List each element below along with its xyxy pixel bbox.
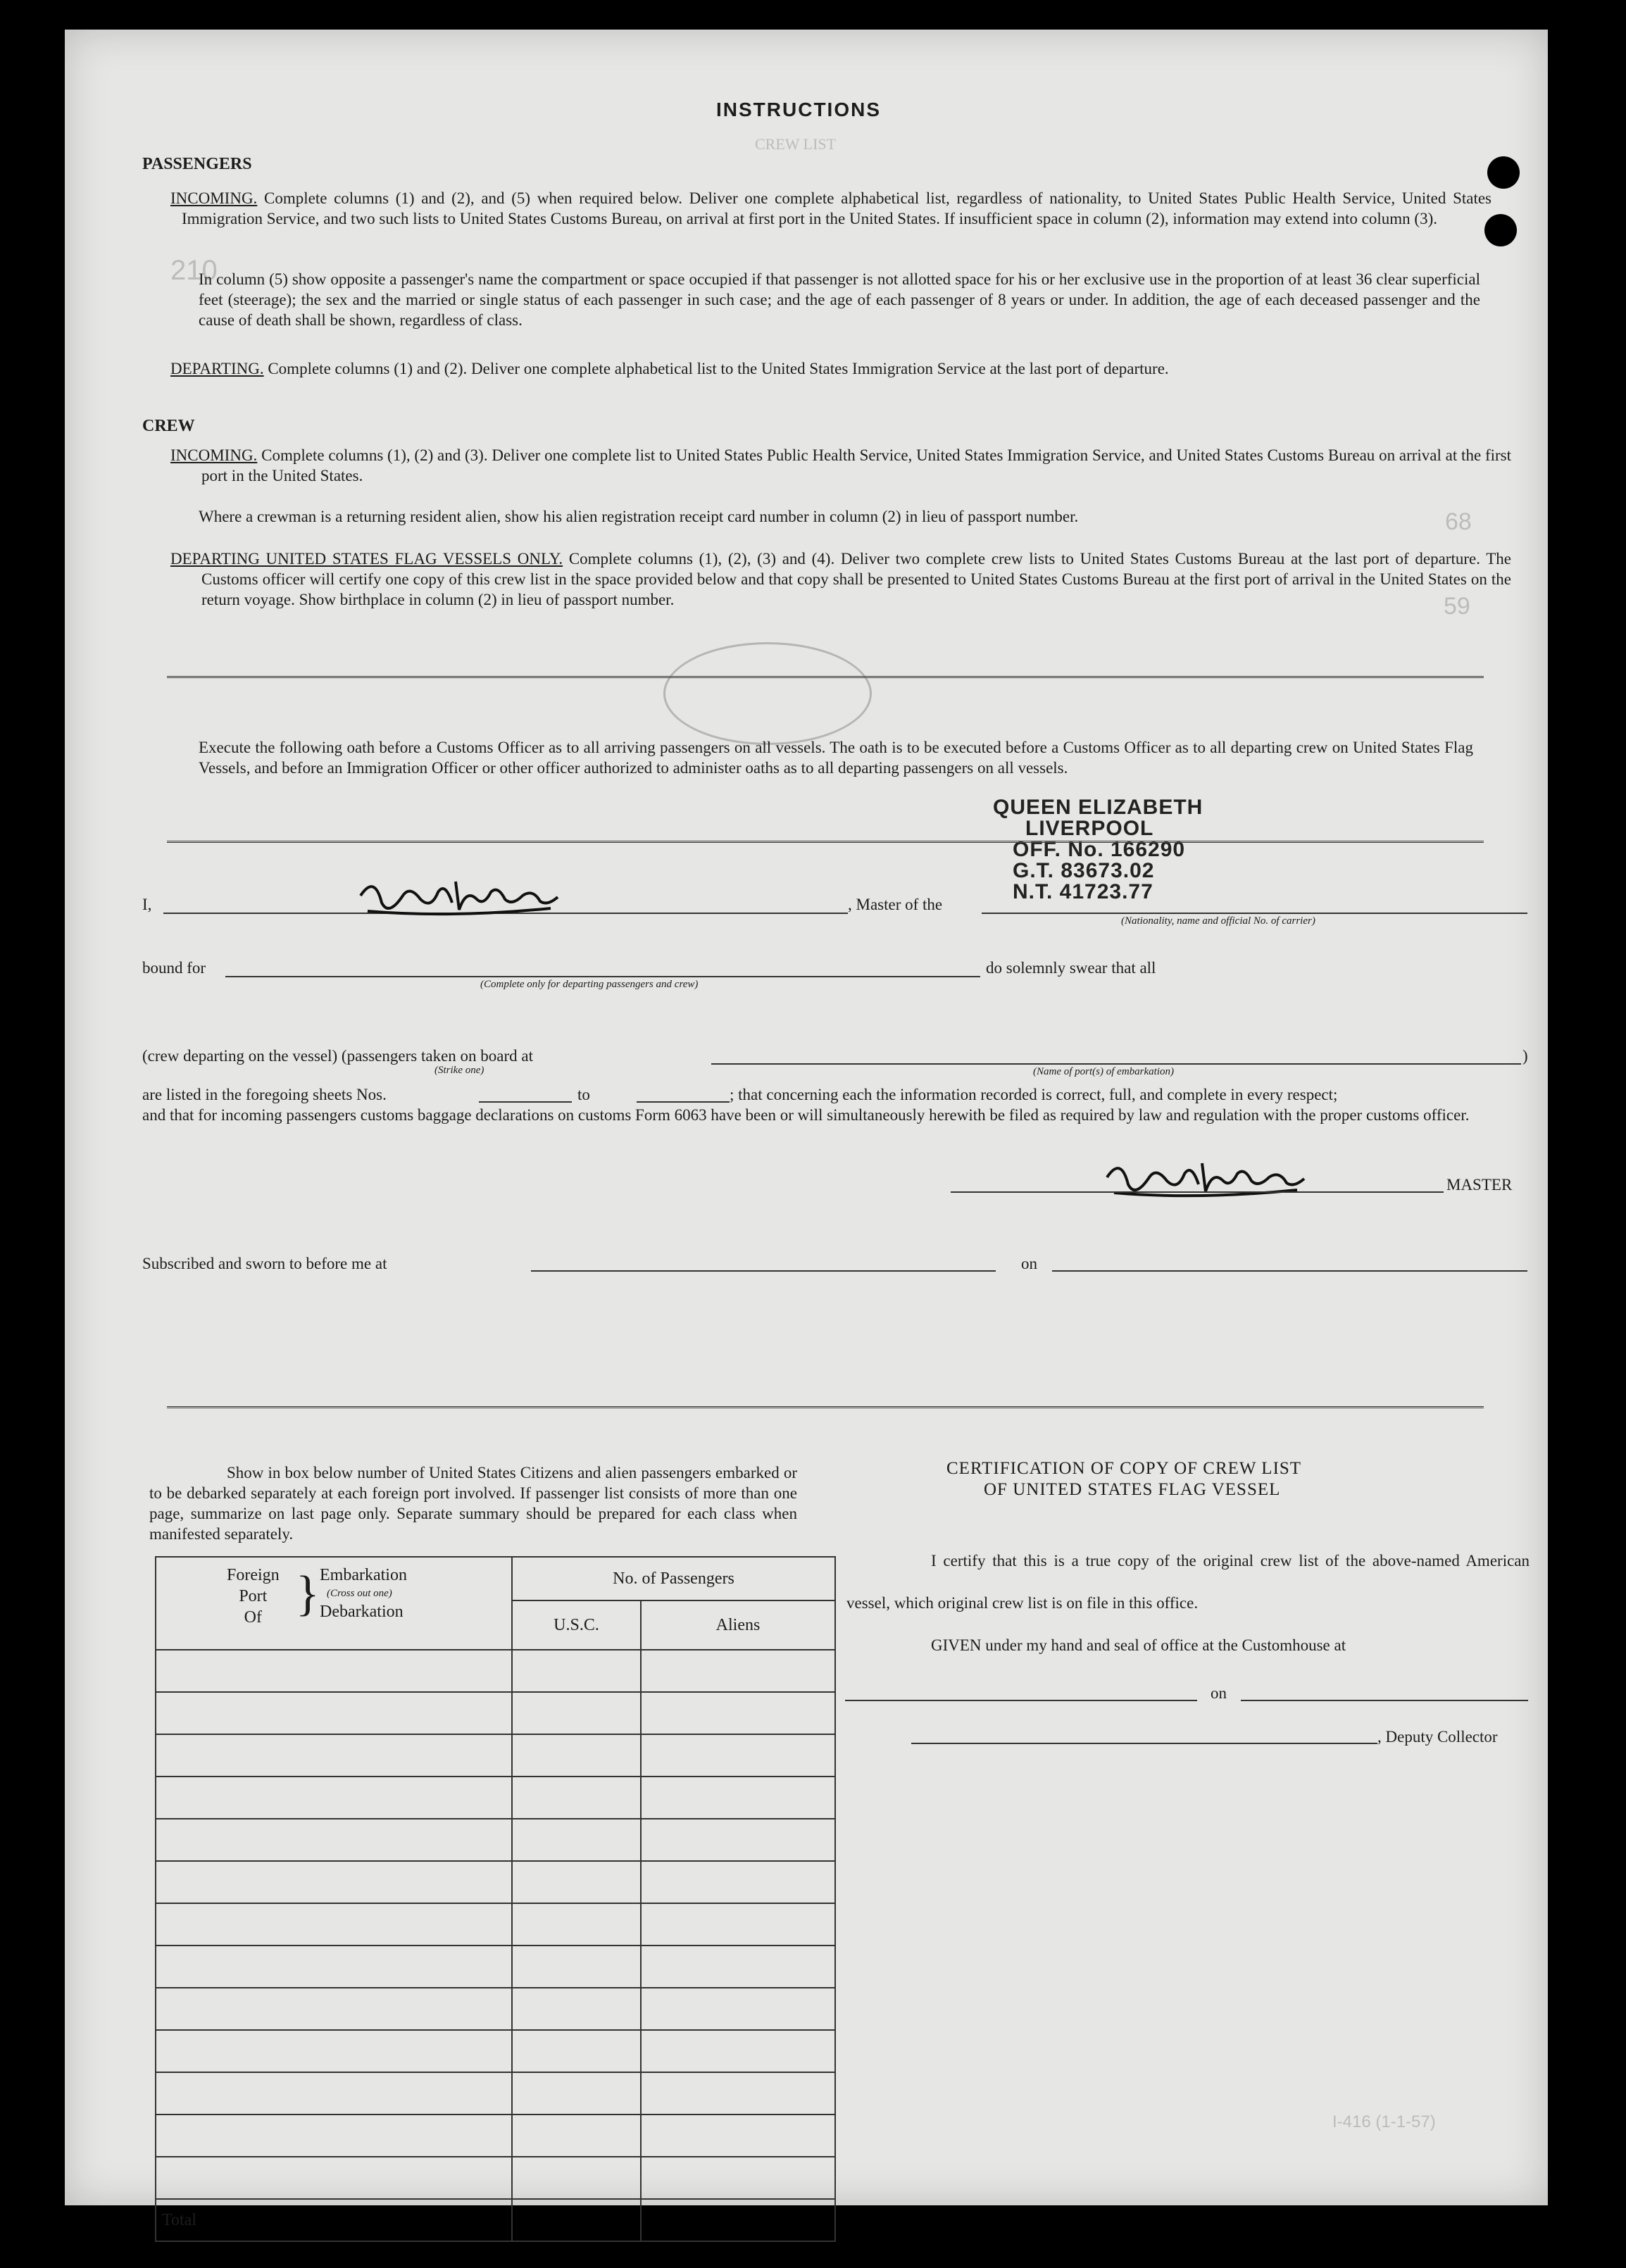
certification-on-label: on bbox=[1211, 1684, 1227, 1702]
document-page bbox=[65, 30, 1548, 2229]
table-row bbox=[156, 1819, 835, 1861]
subscribed-label: Subscribed and sworn to before me at bbox=[142, 1255, 387, 1272]
oath-strike-one-caption: (Strike one) bbox=[434, 1065, 484, 1076]
oath-swear-label: do solemnly swear that all bbox=[986, 959, 1156, 977]
header-aliens: Aliens bbox=[641, 1600, 835, 1650]
oath-bound-for-line bbox=[225, 976, 980, 977]
oath-divider bbox=[167, 841, 1484, 843]
passengers-incoming-paragraph bbox=[170, 188, 1491, 229]
section-divider-2 bbox=[167, 1406, 1484, 1408]
vessel-stamp-port: LIVERPOOL bbox=[1025, 817, 1154, 840]
crew-departing-paragraph bbox=[170, 549, 1511, 610]
table-row bbox=[156, 1903, 835, 1946]
table-row bbox=[156, 1777, 835, 1819]
oath-listed-prefix: are listed in the foregoing sheets Nos. bbox=[142, 1086, 387, 1103]
crew-departing-label: DEPARTING UNITED STATES FLAG VESSELS ONLY. bbox=[170, 550, 563, 568]
passengers-heading: PASSENGERS bbox=[142, 155, 252, 173]
passengers-incoming-label: INCOMING. bbox=[170, 189, 258, 207]
total-label: Total bbox=[156, 2199, 512, 2241]
oath-listed-suffix: ; that concerning each the information recorded is correct, full, and complete in every respect; bbox=[730, 1086, 1338, 1103]
summary-instructions: Show in box below number of United States Citizens and alien passengers embarked or to be debarked separately at each foreign port involved. If passenger list consists of more than one page, summarize on last page only. Separate summary should be prepared for each class when manifested separately. bbox=[149, 1464, 797, 1543]
ghost-subtitle: CREW LIST bbox=[755, 135, 837, 153]
header-of: Of bbox=[244, 1608, 262, 1627]
master-label: MASTER bbox=[1446, 1176, 1513, 1193]
deputy-collector-label: , Deputy Collector bbox=[1377, 1728, 1498, 1746]
vessel-stamp-nt: N.T. 41723.77 bbox=[1013, 880, 1153, 903]
form-number: I-416 (1-1-57) bbox=[1332, 2112, 1436, 2131]
passengers-departing-label: DEPARTING. bbox=[170, 360, 264, 377]
vessel-stamp bbox=[993, 797, 1203, 903]
certification-title-line1: CERTIFICATION OF COPY OF CREW LIST bbox=[946, 1459, 1302, 1478]
oath-intro-paragraph: Execute the following oath before a Customs Officer as to all arriving passengers on all vessels. The oath is to be executed before a Customs Officer as to all departing crew on United States Flag Vessels, and before an Immigration Officer or other officer authorized to administer oaths as to all departing passengers on all vessels. bbox=[199, 739, 1473, 777]
oath-bound-caption: (Complete only for departing passengers and crew) bbox=[480, 979, 699, 990]
passengers-column5-paragraph: In column (5) show opposite a passenger's name the compartment or space occupied if that passenger is not allotted space for his or her exclusive use in the proportion of at least 36 clear superficial feet (steerage); the sex and the married or single status of each passenger in such case; and the age of each passenger of 8 years or under. In addition, the age of each deceased passenger and the cause of death shall be shown, regardless of class. bbox=[199, 270, 1480, 329]
table-row bbox=[156, 2072, 835, 2114]
oath-master-of-label: , Master of the bbox=[848, 896, 943, 913]
crew-heading: CREW bbox=[142, 417, 195, 435]
oath-close-paren: ) bbox=[1522, 1047, 1528, 1065]
master-signature-2 bbox=[1100, 1149, 1311, 1205]
faint-customs-stamp bbox=[663, 642, 872, 745]
passengers-departing-paragraph bbox=[170, 358, 1480, 379]
header-usc: U.S.C. bbox=[512, 1600, 641, 1650]
oath-sheet-from-line bbox=[479, 1101, 572, 1103]
total-row bbox=[156, 2199, 835, 2241]
table-row bbox=[156, 2030, 835, 2072]
certification-date-line bbox=[1241, 1700, 1528, 1701]
port-header-cell: Foreign Port Of } Embarkation (Cross out one) Debarkation bbox=[156, 1557, 512, 1650]
oath-carrier-line bbox=[982, 913, 1527, 914]
page-title: INSTRUCTIONS bbox=[716, 99, 881, 120]
passengers-departing-text: Complete columns (1) and (2). Deliver one complete alphabetical list to the United States Immigration Service at the last port of departure. bbox=[268, 360, 1169, 377]
subscribed-on-label: on bbox=[1021, 1255, 1037, 1272]
deputy-signature-line bbox=[911, 1743, 1377, 1744]
header-port: Port bbox=[239, 1587, 268, 1605]
crew-incoming-text: Complete columns (1), (2) and (3). Deliver one complete list to United States Public Health Service, United States Immigration Service, and United States Customs Bureau on arrival at the first port in the United States. bbox=[201, 446, 1511, 484]
oath-bound-for-label: bound for bbox=[142, 959, 206, 977]
header-cross-out: (Cross out one) bbox=[327, 1588, 392, 1599]
passenger-summary-table bbox=[155, 1556, 836, 2242]
table-row bbox=[156, 1734, 835, 1777]
table-row bbox=[156, 1946, 835, 1988]
crew-departing-text: Complete columns (1), (2), (3) and (4). Deliver two complete crew lists to United States Customs Bureau at the last port of departure. The Customs officer will certify one copy of this crew list in the space provided below and that copy shall be presented to United States Customs Bureau at the first port of arrival in the United States on the return voyage. Show birthplace in column (2) in lieu of passport number. bbox=[201, 550, 1512, 608]
certification-place-line bbox=[845, 1700, 1197, 1701]
table-row bbox=[156, 2114, 835, 2157]
oath-to-label: to bbox=[577, 1086, 590, 1103]
subscribed-date-line bbox=[1052, 1270, 1527, 1272]
punch-hole-top bbox=[1487, 156, 1520, 189]
oath-carrier-caption: (Nationality, name and official No. of carrier) bbox=[1121, 915, 1315, 927]
header-debarkation: Debarkation bbox=[320, 1603, 404, 1621]
certification-certify-text: I certify that this is a true copy of the original crew list of the above-named American vessel, which original crew list is on file in this office. bbox=[846, 1552, 1530, 1612]
crew-incoming-paragraph bbox=[170, 445, 1511, 486]
vessel-stamp-name: QUEEN ELIZABETH bbox=[993, 796, 1203, 819]
certification-title-line2: OF UNITED STATES FLAG VESSEL bbox=[984, 1480, 1281, 1499]
crew-alien-paragraph: Where a crewman is a returning resident alien, show his alien registration receipt card number in column (2) in lieu of passport number. bbox=[199, 508, 1079, 525]
header-no-passengers: No. of Passengers bbox=[512, 1557, 835, 1600]
master-signature-1 bbox=[354, 867, 565, 924]
crew-incoming-label: INCOMING. bbox=[170, 446, 258, 464]
master-signature-line bbox=[951, 1191, 1444, 1193]
table-row bbox=[156, 1988, 835, 2030]
margin-number-59: 59 bbox=[1444, 593, 1470, 620]
oath-sheet-to-line bbox=[637, 1101, 730, 1103]
table-row bbox=[156, 1861, 835, 1903]
header-foreign: Foreign bbox=[227, 1566, 280, 1584]
vessel-stamp-off-no: OFF. No. 166290 bbox=[1013, 838, 1186, 861]
margin-number-210: 210 bbox=[170, 255, 218, 286]
table-row bbox=[156, 2157, 835, 2199]
subscribed-place-line bbox=[531, 1270, 996, 1272]
table-row bbox=[156, 1692, 835, 1734]
passengers-incoming-text: Complete columns (1) and (2), and (5) when required below. Deliver one complete alphabetical list, regardless of nationality, to United States Public Health Service, United States Immigration Service, and two such lists to United States Customs Bureau, on arrival at first port in the United States. If insufficient space in column (2), information may extend into column (3). bbox=[182, 189, 1492, 227]
certification-given-text: GIVEN under my hand and seal of office at the Customhouse at bbox=[931, 1636, 1346, 1654]
oath-embarkation-line bbox=[711, 1063, 1521, 1065]
oath-baggage-paragraph: and that for incoming passengers customs baggage declarations on customs Form 6063 have been or will simultaneously herewith be filed as required by law and regulation with the proper customs officer. bbox=[142, 1106, 1470, 1124]
margin-number-68: 68 bbox=[1445, 508, 1472, 535]
oath-port-caption: (Name of port(s) of embarkation) bbox=[1033, 1066, 1174, 1077]
table-row bbox=[156, 1650, 835, 1692]
header-embarkation: Embarkation bbox=[320, 1566, 407, 1584]
oath-crew-departing-label: (crew departing on the vessel) (passengers taken on board at bbox=[142, 1047, 533, 1065]
oath-i-label: I, bbox=[142, 896, 152, 913]
vessel-stamp-gt: G.T. 83673.02 bbox=[1013, 859, 1155, 882]
